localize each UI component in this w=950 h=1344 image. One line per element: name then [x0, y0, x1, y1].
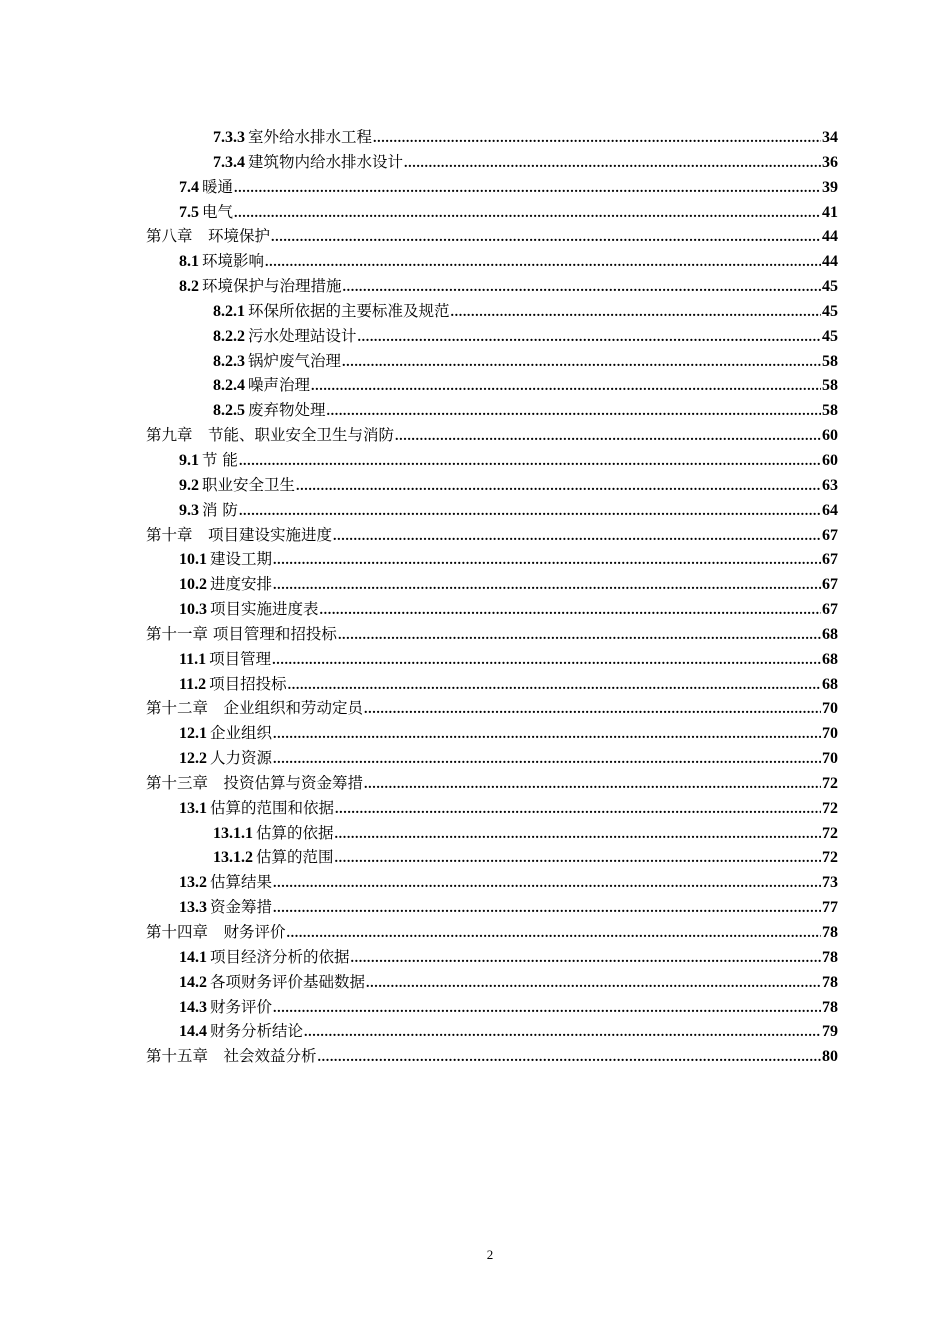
toc-dot-leader: [358, 326, 821, 351]
toc-entry-title: 环境保护与治理措施: [202, 277, 342, 296]
toc-entry-page: 36: [822, 153, 838, 171]
toc-dot-leader: [320, 599, 821, 624]
toc-entry-title: 人力资源: [210, 749, 273, 768]
toc-entry[interactable]: [146, 398, 838, 423]
toc-entry-title: 环境影响: [202, 252, 265, 271]
toc-entry-title: 估算结果: [210, 873, 273, 892]
toc-dot-leader: [327, 400, 821, 425]
toc-entry[interactable]: [146, 473, 838, 498]
toc-entry-page: 58: [822, 377, 838, 395]
toc-entry-page: 45: [822, 327, 838, 345]
toc-dot-leader: [273, 748, 821, 773]
toc-dot-leader: [373, 127, 821, 152]
toc-entry-page: 34: [822, 129, 838, 146]
toc-entry[interactable]: [146, 721, 838, 746]
toc-dot-leader: [364, 698, 821, 723]
toc-entry-title: 财务分析结论: [210, 1022, 304, 1041]
toc-entry-page: 68: [822, 650, 838, 668]
toc-entry-number: 8.2.2: [213, 327, 245, 345]
toc-entry-page: 64: [822, 501, 838, 519]
toc-entry-title: 暖通: [202, 177, 234, 196]
toc-entry-page: 70: [822, 725, 838, 743]
toc-entry-number: 13.1: [179, 799, 207, 817]
table-of-contents: [146, 125, 838, 1069]
toc-entry-number: 13.3: [179, 899, 207, 917]
toc-entry[interactable]: [146, 870, 838, 895]
toc-entry[interactable]: [146, 200, 838, 225]
toc-entry[interactable]: [146, 597, 838, 622]
toc-entry-page: 70: [822, 700, 838, 718]
toc-entry-number: 11.1: [179, 650, 207, 668]
toc-entry-number: 7.5: [179, 203, 199, 221]
toc-entry-page: 67: [822, 601, 838, 619]
toc-entry[interactable]: [146, 771, 838, 796]
toc-entry-page: 44: [822, 253, 838, 271]
toc-entry[interactable]: [146, 796, 838, 821]
toc-dot-leader: [296, 475, 821, 500]
toc-entry[interactable]: [146, 547, 838, 572]
toc-entry-title: 建筑物内给水排水设计: [248, 152, 404, 171]
toc-entry-number: 8.2: [179, 278, 199, 296]
toc-entry-page: 78: [822, 973, 838, 991]
toc-entry-title: 进度安排: [210, 575, 273, 594]
toc-entry-title: 环保所依据的主要标准及规范: [248, 301, 450, 320]
toc-entry[interactable]: [146, 622, 838, 647]
toc-entry[interactable]: [146, 498, 838, 523]
toc-entry-number: 12.2: [179, 750, 207, 768]
toc-dot-leader: [273, 549, 821, 574]
toc-entry-page: 72: [822, 824, 838, 842]
toc-entry-number: 13.2: [179, 874, 207, 892]
toc-entry[interactable]: [146, 696, 838, 721]
toc-entry-page: 72: [822, 799, 838, 817]
toc-dot-leader: [404, 152, 821, 177]
toc-entry-page: 72: [822, 849, 838, 867]
toc-entry[interactable]: [146, 249, 838, 274]
toc-dot-leader: [239, 450, 821, 475]
toc-entry-title: 第十章 项目建设实施进度: [146, 525, 333, 544]
toc-entry-page: 60: [822, 451, 838, 469]
toc-entry[interactable]: [146, 995, 838, 1020]
toc-dot-leader: [335, 823, 821, 848]
toc-entry-page: 45: [822, 302, 838, 320]
toc-entry-title: 电气: [202, 202, 234, 221]
toc-entry-page: 68: [822, 675, 838, 693]
toc-entry-title: 废弃物处理: [248, 401, 326, 420]
toc-dot-leader: [311, 375, 821, 400]
toc-entry-title: 项目管理: [209, 649, 272, 668]
toc-entry-number: 14.2: [179, 973, 207, 991]
toc-entry-title: 第八章 环境保护: [146, 227, 271, 246]
toc-dot-leader: [273, 723, 821, 748]
toc-entry[interactable]: [146, 1019, 838, 1044]
toc-entry-title: 企业组织: [210, 724, 273, 743]
toc-entry[interactable]: [146, 349, 838, 374]
toc-entry[interactable]: [146, 523, 838, 548]
toc-dot-leader: [234, 177, 821, 202]
toc-entry[interactable]: [146, 224, 838, 249]
toc-entry-title: 噪声治理: [248, 376, 311, 395]
toc-entry-title: 估算的范围和依据: [210, 798, 335, 817]
toc-entry-number: 8.2.1: [213, 302, 245, 320]
toc-entry-number: 13.1.2: [213, 849, 253, 867]
toc-dot-leader: [366, 972, 821, 997]
toc-entry-title: 污水处理站设计: [248, 326, 357, 345]
toc-entry-number: 14.3: [179, 998, 207, 1016]
toc-entry[interactable]: [146, 895, 838, 920]
toc-entry-page: 39: [822, 178, 838, 196]
toc-entry-number: 13.1.1: [213, 824, 253, 842]
toc-entry-page: 58: [822, 402, 838, 420]
toc-entry-title: 项目经济分析的依据: [210, 947, 350, 966]
toc-entry-title: 估算的依据: [256, 823, 334, 842]
toc-entry-page: 70: [822, 750, 838, 768]
toc-entry-page: 78: [822, 924, 838, 941]
toc-dot-leader: [273, 897, 821, 922]
toc-entry[interactable]: [146, 299, 838, 324]
toc-entry-number: 9.3: [179, 501, 199, 519]
toc-dot-leader: [287, 922, 821, 947]
toc-entry[interactable]: [146, 572, 838, 597]
toc-dot-leader: [343, 276, 821, 301]
toc-dot-leader: [364, 773, 821, 798]
toc-entry[interactable]: [146, 945, 838, 970]
toc-entry-page: 67: [822, 551, 838, 569]
toc-entry-page: 45: [822, 278, 838, 296]
toc-entry[interactable]: [146, 920, 838, 945]
toc-entry-number: 7.3.3: [213, 129, 245, 146]
toc-entry[interactable]: [146, 324, 838, 349]
toc-entry-number: 11.2: [179, 675, 207, 693]
toc-entry-page: 80: [822, 1048, 838, 1066]
toc-entry-title: 第九章 节能、职业安全卫生与消防: [146, 426, 395, 445]
toc-entry-page: 72: [822, 774, 838, 792]
toc-entry-number: 8.2.5: [213, 402, 245, 420]
toc-dot-leader: [273, 997, 821, 1022]
toc-entry[interactable]: [146, 845, 838, 870]
toc-entry-page: 67: [822, 576, 838, 594]
toc-entry-title: 第十一章 项目管理和招投标: [146, 624, 337, 643]
toc-entry-page: 77: [822, 899, 838, 917]
toc-dot-leader: [304, 1021, 821, 1046]
toc-entry-number: 10.1: [179, 551, 207, 569]
toc-entry-number: 14.1: [179, 948, 207, 966]
toc-entry[interactable]: [146, 746, 838, 771]
toc-entry[interactable]: [146, 448, 838, 473]
toc-entry[interactable]: [146, 647, 838, 672]
toc-dot-leader: [335, 798, 821, 823]
toc-entry-page: 78: [822, 998, 838, 1016]
toc-entry-number: 14.4: [179, 1023, 207, 1041]
toc-entry-number: 8.2.3: [213, 352, 245, 370]
toc-dot-leader: [273, 574, 821, 599]
toc-entry-title: 建设工期: [210, 550, 273, 569]
toc-entry-title: 项目招投标: [209, 674, 287, 693]
toc-entry[interactable]: [146, 821, 838, 846]
toc-entry[interactable]: [146, 274, 838, 299]
toc-entry-number: 10.3: [179, 601, 207, 619]
toc-entry-number: 8.2.4: [213, 377, 245, 395]
toc-dot-leader: [271, 226, 821, 251]
toc-dot-leader: [451, 301, 821, 326]
toc-dot-leader: [318, 1046, 821, 1071]
toc-entry-title: 项目实施进度表: [210, 600, 319, 619]
toc-entry-title: 资金筹措: [210, 898, 273, 917]
toc-entry[interactable]: [146, 672, 838, 697]
toc-entry-number: 12.1: [179, 725, 207, 743]
toc-entry-page: 67: [822, 526, 838, 544]
toc-entry-page: 63: [822, 476, 838, 494]
toc-entry[interactable]: [146, 150, 838, 175]
toc-entry[interactable]: [146, 970, 838, 995]
toc-entry-page: 44: [822, 228, 838, 246]
toc-entry[interactable]: [146, 1044, 838, 1069]
toc-entry-title: 职业安全卫生: [202, 475, 296, 494]
toc-entry[interactable]: [146, 175, 838, 200]
toc-entry-title: 第十五章 社会效益分析: [146, 1047, 317, 1066]
toc-entry[interactable]: [146, 125, 838, 150]
toc-entry-number: 9.1: [179, 451, 199, 469]
toc-entry-page: 68: [822, 625, 838, 643]
toc-entry-number: 7.4: [179, 178, 199, 196]
toc-dot-leader: [265, 251, 821, 276]
toc-dot-leader: [239, 500, 821, 525]
toc-entry-page: 78: [822, 948, 838, 966]
toc-dot-leader: [273, 872, 821, 897]
toc-entry-title: 消 防: [202, 500, 238, 519]
toc-entry-number: 10.2: [179, 576, 207, 594]
toc-entry-title: 估算的范围: [256, 848, 334, 867]
toc-dot-leader: [395, 425, 821, 450]
toc-entry-title: 各项财务评价基础数据: [210, 972, 366, 991]
toc-dot-leader: [338, 624, 821, 649]
toc-entry[interactable]: [146, 373, 838, 398]
toc-dot-leader: [335, 847, 821, 872]
toc-entry-page: 79: [822, 1023, 838, 1041]
toc-dot-leader: [333, 525, 821, 550]
toc-dot-leader: [351, 947, 821, 972]
toc-entry-title: 第十四章 财务评价: [146, 923, 286, 941]
toc-entry[interactable]: [146, 423, 838, 448]
toc-entry-page: 58: [822, 352, 838, 370]
toc-entry-title: 第十三章 投资估算与资金筹措: [146, 773, 364, 792]
toc-entry-number: 8.1: [179, 253, 199, 271]
toc-dot-leader: [272, 649, 821, 674]
toc-entry-title: 财务评价: [210, 997, 273, 1016]
toc-entry-title: 第十二章 企业组织和劳动定员: [146, 699, 364, 718]
toc-entry-page: 73: [822, 874, 838, 892]
toc-entry-number: 7.3.4: [213, 153, 245, 171]
toc-entry-title: 锅炉废气治理: [248, 351, 342, 370]
page-number: 2: [486, 1247, 494, 1262]
toc-entry-number: 9.2: [179, 476, 199, 494]
toc-dot-leader: [288, 674, 821, 699]
toc-entry-title: 室外给水排水工程: [248, 128, 373, 146]
toc-entry-page: 41: [822, 203, 838, 221]
toc-entry-title: 节 能: [202, 450, 238, 469]
toc-dot-leader: [342, 351, 821, 376]
toc-entry-page: 60: [822, 427, 838, 445]
toc-dot-leader: [234, 202, 821, 227]
